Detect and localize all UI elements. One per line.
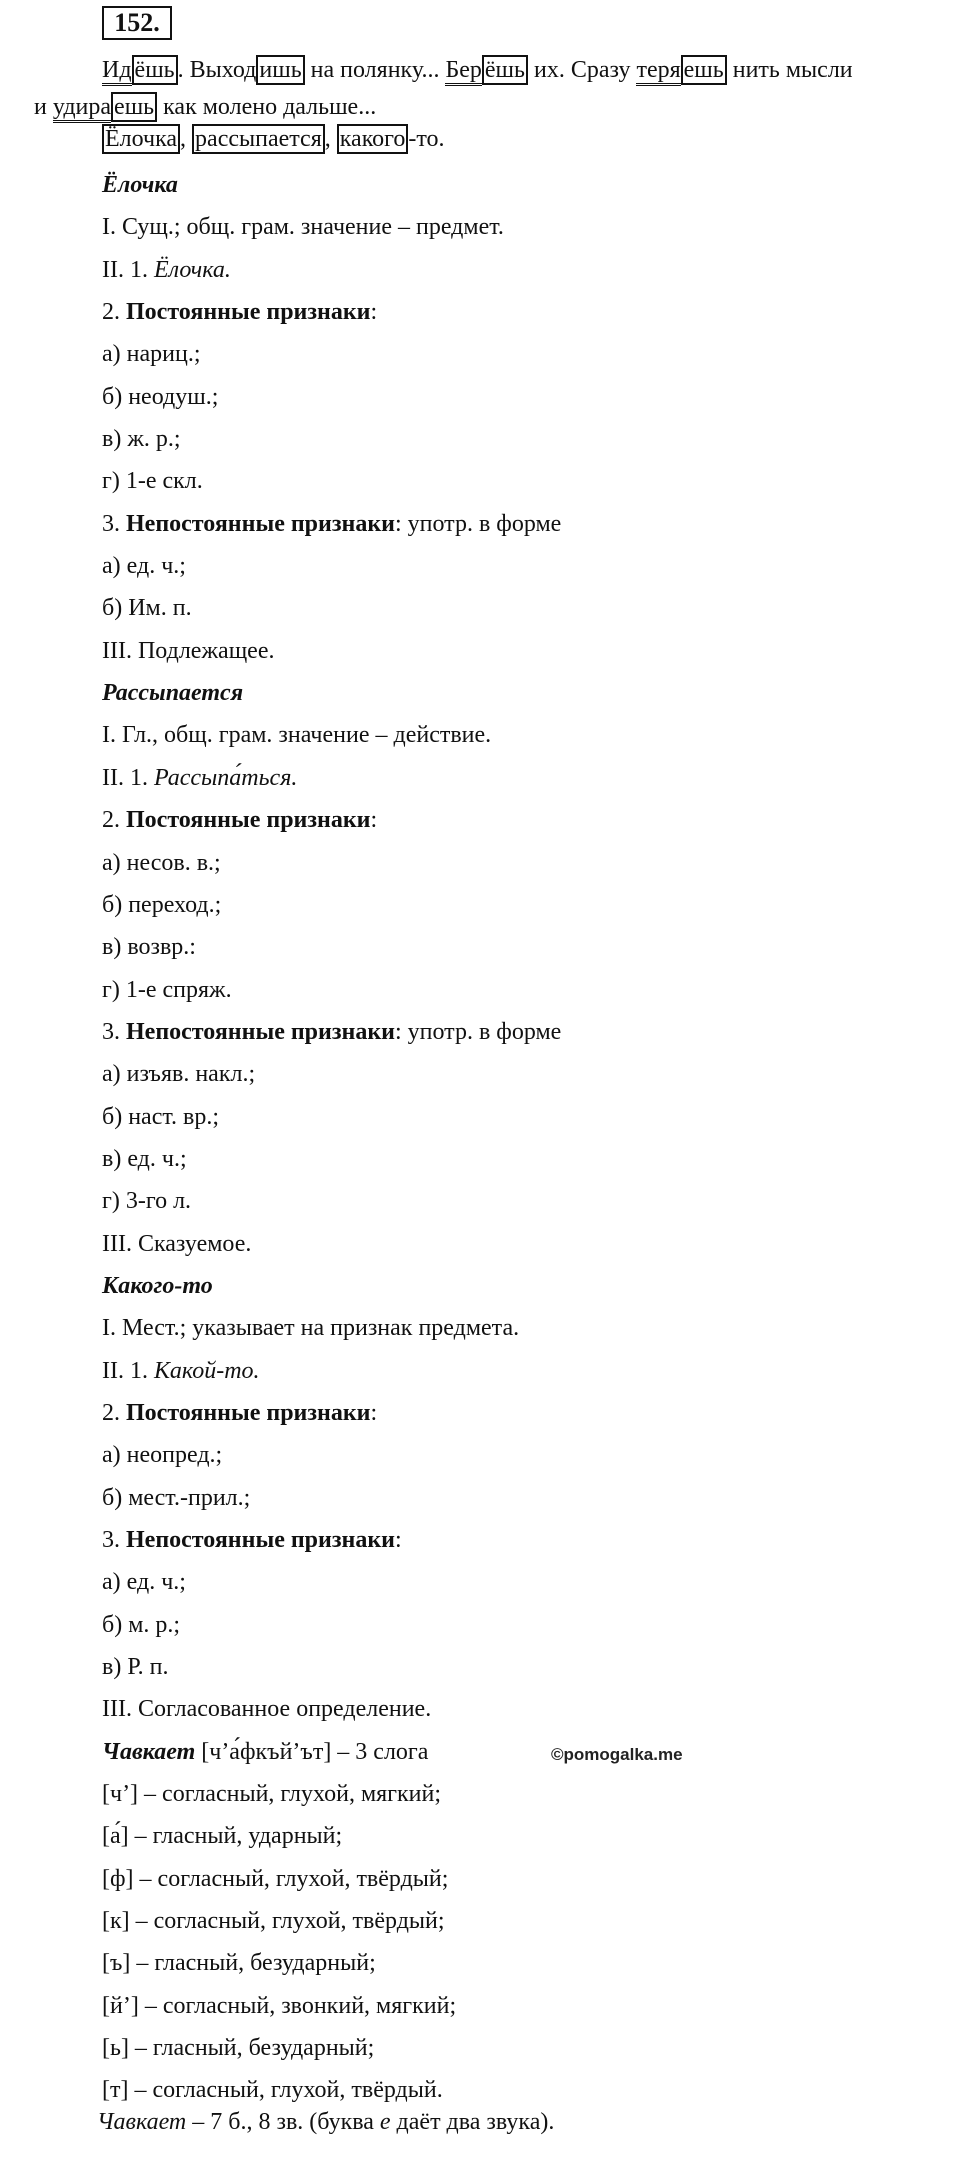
analysis-line	[102, 1011, 922, 1053]
analysis-segment: б) переход.;	[102, 891, 222, 918]
analysis-segment: а) ед. ч.;	[102, 1569, 186, 1596]
analysis-segment: Постоянные признаки	[126, 299, 371, 326]
analysis-segment: :	[370, 1399, 378, 1426]
analysis-segment: III. Согласованное определение.	[102, 1696, 432, 1723]
analysis-segment: [ь] – гласный, безударный;	[102, 2035, 375, 2062]
intro-segment: нить мысли	[726, 57, 853, 83]
analysis-line	[102, 1858, 922, 1900]
analysis-segment: [й’] – согласный, звонкий, мягкий;	[102, 1992, 457, 2019]
analysis-segment: : употр. в форме	[394, 510, 562, 537]
analysis-line	[102, 1561, 922, 1603]
analysis-line	[102, 1307, 922, 1349]
analysis-segment: Постоянные признаки	[126, 1399, 371, 1426]
analysis-line	[102, 376, 922, 418]
analysis-line	[102, 926, 922, 968]
analysis-segment: а) ед. ч.;	[102, 553, 186, 580]
analysis-segment: Постоянные признаки	[126, 807, 371, 834]
analysis-line	[102, 1731, 922, 1773]
intro-segment: ишь	[256, 55, 304, 85]
analysis-segment: а) неопред.;	[102, 1442, 223, 1469]
analysis-line	[102, 757, 922, 799]
morpheme-segment: -то.	[408, 126, 445, 152]
analysis-segment: :	[370, 299, 378, 326]
analysis-segment: III. Сказуемое.	[102, 1230, 252, 1257]
analysis-segment: [а́] – гласный, ударный;	[102, 1823, 343, 1850]
analysis-segment: Непостоянные признаки	[126, 510, 395, 537]
analysis-segment: [ъ] – гласный, безударный;	[102, 1950, 376, 1977]
footer-segment: даёт два звука).	[390, 2109, 555, 2135]
analysis-line	[102, 206, 922, 248]
analysis-segment: г) 3-го л.	[102, 1188, 192, 1215]
analysis-segment: [ф] – согласный, глухой, твёрдый;	[102, 1865, 449, 1892]
morpheme-roots-line	[102, 122, 445, 156]
analysis-segment: 3.	[102, 510, 126, 537]
intro-segment: ешь	[681, 55, 727, 85]
analysis-segment: б) м. р.;	[102, 1611, 181, 1638]
intro-segment: ешь	[111, 92, 157, 122]
analysis-segment: :	[370, 807, 378, 834]
intro-segment: удира	[53, 94, 111, 123]
footer-segment: Чавкает	[97, 2109, 187, 2135]
analysis-line	[102, 1900, 922, 1942]
analysis-segment: б) неодуш.;	[102, 383, 219, 410]
analysis-line	[102, 1646, 922, 1688]
analysis-segment: 3.	[102, 1527, 126, 1553]
analysis-segment: II. 1.	[102, 764, 154, 791]
analysis-line	[102, 1688, 922, 1730]
analysis-line	[102, 1985, 922, 2027]
analysis-segment: I. Сущ.; общ. грам. значение – предмет.	[102, 214, 504, 241]
analysis-segment: [ч’] – согласный, глухой, мягкий;	[102, 1781, 442, 1808]
analysis-segment: г) 1-е скл.	[102, 468, 203, 495]
analysis-segment: в) возвр.:	[102, 934, 196, 961]
intro-segment: Ид	[102, 57, 132, 86]
watermark: ©pomogalka.me	[551, 1745, 683, 1764]
morpheme-segment: рассыпается	[192, 124, 325, 154]
intro-segment: ёшь	[482, 55, 528, 85]
analysis-line	[102, 503, 922, 545]
analysis-segment: [ч’а́фкъй’ът] – 3 слога	[195, 1738, 429, 1765]
analysis-line	[102, 1773, 922, 1815]
analysis-segment: г) 1-е спряж.	[102, 976, 232, 1003]
footer-segment: е	[379, 2109, 391, 2135]
intro-text	[34, 52, 932, 126]
analysis-segment: 2.	[102, 1399, 126, 1426]
analysis-segment: Рассыпа́ться.	[153, 764, 298, 791]
analysis-line	[102, 1096, 922, 1138]
analysis-line	[102, 1942, 922, 1984]
analysis-segment: Какой-то.	[153, 1357, 260, 1384]
analysis-line	[102, 418, 922, 460]
analysis-segment: б) Им. п.	[102, 595, 192, 622]
analysis-line	[102, 2027, 922, 2069]
intro-segment: как молено дальше...	[157, 94, 377, 120]
analysis-line	[102, 1519, 922, 1561]
analysis-segment: б) мест.-прил.;	[102, 1484, 251, 1511]
analysis-segment: Ёлочка.	[153, 256, 231, 283]
analysis-segment: 2.	[102, 299, 126, 326]
word-heading: Рассыпается	[102, 680, 244, 707]
analysis-line	[102, 1138, 922, 1180]
analysis-segment: [т] – согласный, глухой, твёрдый.	[102, 2077, 443, 2104]
morpheme-segment: ,	[180, 126, 193, 152]
intro-segment: . Выход	[177, 57, 257, 83]
word-heading: Какого-то	[102, 1272, 213, 1299]
intro-segment: Бер	[445, 57, 481, 86]
analysis-segment: в) ж. р.;	[102, 426, 181, 453]
analysis-line	[102, 249, 922, 291]
analysis-segment: а) нариц.;	[102, 341, 201, 368]
analysis-segment: 3.	[102, 1018, 126, 1045]
intro-segment: их. Сразу	[527, 57, 637, 83]
morpheme-segment: какого	[337, 124, 409, 154]
analysis-line	[102, 1180, 922, 1222]
analysis-line	[102, 1434, 922, 1476]
analysis-segment: а) несов. в.;	[102, 849, 221, 876]
analysis-segment: 2.	[102, 807, 126, 834]
analysis-line	[102, 1604, 922, 1646]
footer-segment: – 7 б., 8 зв. (буква	[186, 2109, 380, 2135]
analysis-line	[102, 1477, 922, 1519]
analysis-line	[102, 1350, 922, 1392]
analysis-line	[102, 842, 922, 884]
analysis-segment: II. 1.	[102, 1357, 154, 1384]
analysis-line	[102, 545, 922, 587]
analysis-segment: III. Подлежащее.	[102, 637, 275, 664]
analysis-line	[102, 714, 922, 756]
analysis-segment: а) изъяв. накл.;	[102, 1061, 256, 1088]
morpheme-segment: ,	[324, 126, 337, 152]
analysis-line	[102, 587, 922, 629]
analysis-segment: б) наст. вр.;	[102, 1103, 220, 1130]
analysis-line	[102, 969, 922, 1011]
analysis-segment: Непостоянные признаки	[126, 1018, 395, 1045]
analysis-line	[102, 460, 922, 502]
analysis-line	[102, 333, 922, 375]
analysis-segment: в) Р. п.	[102, 1654, 169, 1681]
intro-segment: ёшь	[132, 55, 178, 85]
analysis-line	[102, 291, 922, 333]
intro-segment: теря	[636, 57, 680, 86]
analysis-lines	[102, 164, 922, 2112]
footer-note	[97, 2102, 554, 2142]
exercise-number: 152.	[102, 6, 172, 40]
word-heading: Ёлочка	[102, 172, 178, 198]
analysis-line	[102, 1815, 922, 1857]
analysis-segment: Чавкает	[102, 1738, 196, 1765]
intro-line-1	[102, 52, 932, 89]
analysis-segment: :	[394, 1527, 402, 1553]
analysis-line	[102, 1053, 922, 1095]
intro-line-2	[34, 89, 932, 126]
analysis-line	[102, 799, 922, 841]
analysis-segment: I. Мест.; указывает на признак предмета.	[102, 1315, 520, 1342]
analysis-line	[102, 1223, 922, 1265]
morpheme-segment: Ёлочка	[102, 124, 180, 154]
analysis-line	[102, 630, 922, 672]
analysis-segment: I. Гл., общ. грам. значение – действие.	[102, 722, 492, 749]
intro-segment: на полянку...	[304, 57, 446, 83]
analysis-segment: II. 1.	[102, 256, 154, 283]
intro-segment: и	[34, 94, 53, 120]
analysis-segment: в) ед. ч.;	[102, 1145, 187, 1172]
analysis-segment: [к] – согласный, глухой, твёрдый;	[102, 1908, 445, 1935]
analysis-line	[102, 1392, 922, 1434]
analysis-segment: Непостоянные признаки	[126, 1527, 395, 1553]
analysis-line	[102, 884, 922, 926]
analysis-segment: : употр. в форме	[394, 1018, 562, 1045]
